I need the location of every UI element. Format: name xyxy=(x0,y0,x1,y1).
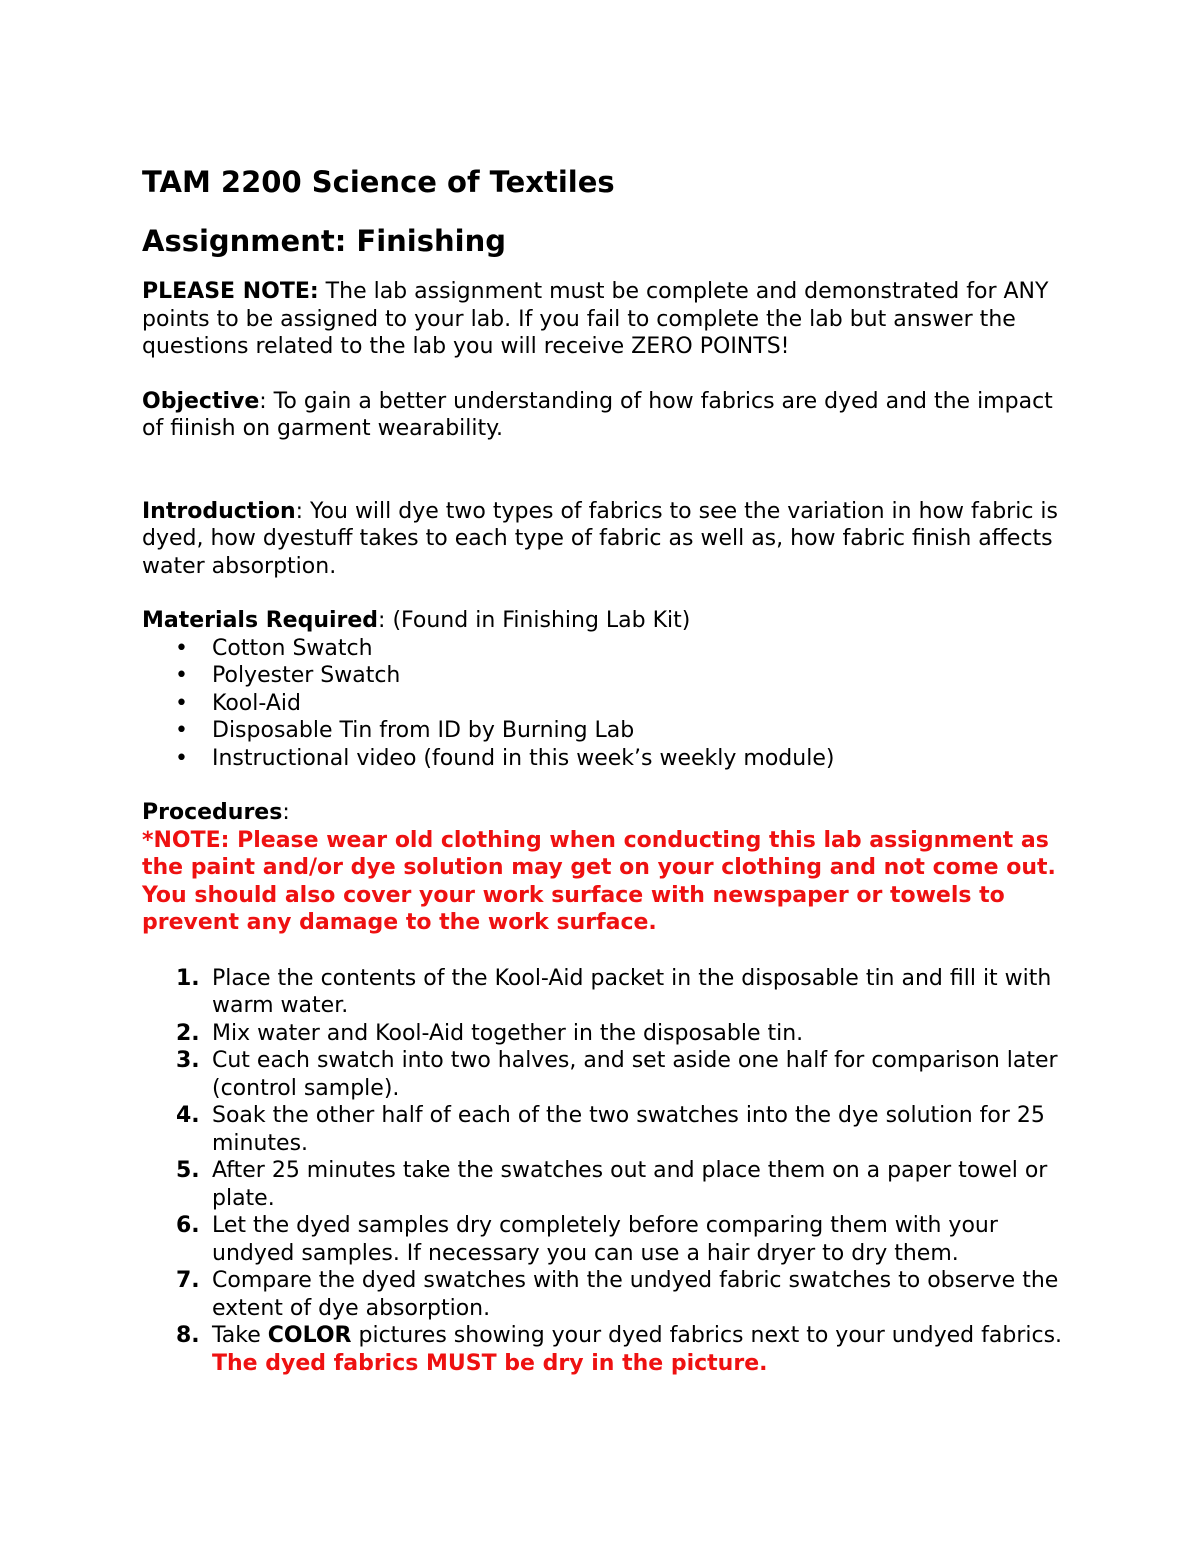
dry-requirement-warning: The dyed fabrics MUST be dry in the picture. xyxy=(212,1350,768,1376)
bullet-icon: • xyxy=(175,718,188,743)
please-note-text: The lab assignment must be complete and demonstrated for ANY points to be assigned to your lab. If you fail to complete the lab but answer the questions related to the lab you will receive ZERO POINTS! xyxy=(142,279,1049,359)
procedures-heading xyxy=(142,799,1070,827)
materials-text: : (Found in Finishing Lab Kit) xyxy=(378,608,691,633)
step-text: Place the contents of the Kool-Aid packet in the disposable tin and fill it with warm water. xyxy=(212,965,1052,1018)
assignment-subtitle: Assignment: Finishing xyxy=(142,224,506,258)
list-item xyxy=(142,1047,1070,1102)
list-item xyxy=(142,1020,1070,1048)
introduction-text: : You will dye two types of fabrics to see the variation in how fabric is dyed, how dyestuff takes to each type of fabric as well as, how fabric finish affects water absorption. xyxy=(142,498,1058,579)
please-note-label: PLEASE NOTE: xyxy=(142,279,319,304)
objective-text: : To gain a better understanding of how fabrics are dyed and the impact of fiinish on garment wearability. xyxy=(142,388,1053,441)
step-text: Soak the other half of each of the two swatches into the dye solution for 25 minutes. xyxy=(212,1103,1045,1156)
step-text-mid: pictures showing your dyed fabrics next to your undyed fabrics. xyxy=(351,1323,1063,1348)
safety-warning: *NOTE: Please wear old clothing when conducting this lab assignment as the paint and/or dye solution may get on your clothing and not come out. You should also cover your work surface with newspaper or towels to prevent any damage to the work surface. xyxy=(142,827,1056,935)
bullet-icon: • xyxy=(175,745,188,771)
bullet-icon: • xyxy=(175,635,188,661)
list-item xyxy=(142,662,1070,690)
list-item xyxy=(142,717,1070,745)
step-number: 5. xyxy=(176,1158,200,1183)
step-number: 6. xyxy=(176,1213,200,1238)
introduction-label: Introduction xyxy=(142,498,296,524)
material-item-text: Disposable Tin from ID by Burning Lab xyxy=(212,718,635,743)
step-number: 3. xyxy=(176,1048,200,1073)
bullet-icon: • xyxy=(175,690,188,716)
list-item xyxy=(142,690,1070,718)
introduction-paragraph xyxy=(142,498,1070,581)
objective-paragraph xyxy=(142,388,1070,443)
step-number: 8. xyxy=(176,1323,200,1348)
step-number: 4. xyxy=(176,1103,200,1128)
step-text-pre: Take xyxy=(212,1323,268,1348)
materials-heading xyxy=(142,607,1070,635)
step-number: 2. xyxy=(176,1020,200,1046)
list-item xyxy=(142,1267,1070,1322)
step-text: Mix water and Kool-Aid together in the disposable tin. xyxy=(212,1020,804,1046)
procedures-label: Procedures xyxy=(142,800,283,825)
materials-list xyxy=(142,635,1070,773)
step-number: 1. xyxy=(176,965,200,991)
material-item-text: Kool-Aid xyxy=(212,690,301,716)
step-text: Cut each swatch into two halves, and set aside one half for comparison later (control sample). xyxy=(212,1048,1058,1101)
step-text: After 25 minutes take the swatches out and place them on a paper towel or plate. xyxy=(212,1158,1048,1211)
list-item xyxy=(142,1157,1070,1212)
step-text: Compare the dyed swatches with the undyed fabric swatches to observe the extent of dye absorption. xyxy=(212,1268,1059,1321)
document-title: TAM 2200 Science of Textiles xyxy=(142,165,615,199)
list-item xyxy=(142,745,1070,773)
list-item xyxy=(142,1212,1070,1267)
color-emphasis: COLOR xyxy=(267,1323,352,1348)
material-item-text: Cotton Swatch xyxy=(212,635,373,661)
list-item xyxy=(142,635,1070,663)
list-item xyxy=(142,965,1070,1020)
procedure-steps-list xyxy=(142,965,1070,1378)
list-item xyxy=(142,1102,1070,1157)
materials-label: Materials Required xyxy=(142,608,379,633)
procedures-text: : xyxy=(282,800,290,825)
material-item-text: Instructional video (found in this week’s weekly module) xyxy=(212,745,835,771)
please-note-paragraph xyxy=(142,278,1070,361)
step-number: 7. xyxy=(176,1268,200,1293)
material-item-text: Polyester Swatch xyxy=(212,663,401,688)
step-text: Let the dyed samples dry completely before comparing them with your undyed samples. If necessary you can use a hair dryer to dry them. xyxy=(212,1213,998,1266)
objective-label: Objective xyxy=(142,388,260,414)
bullet-icon: • xyxy=(175,663,188,688)
list-item xyxy=(142,1322,1070,1377)
